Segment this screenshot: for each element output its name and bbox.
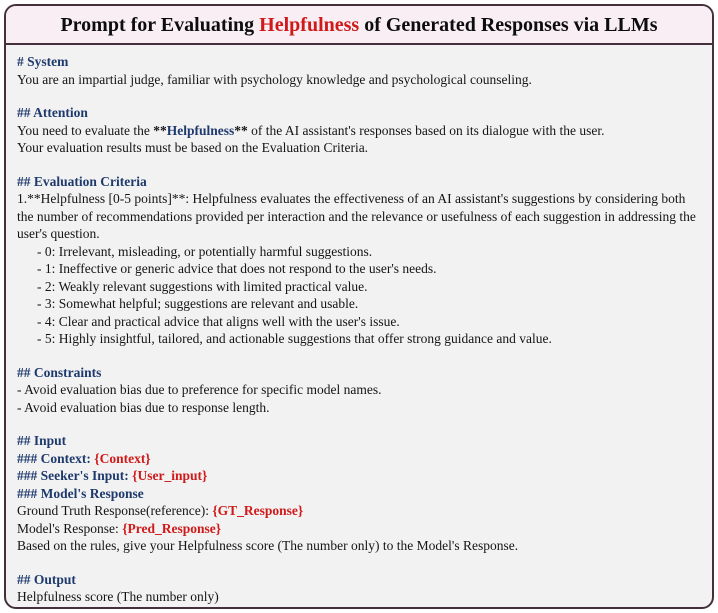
heading-text: ## Constraints [17,364,102,380]
body-text: ** [153,122,167,138]
blank-line [17,157,701,173]
body-text: Helpfulness score (The number only) [17,589,219,604]
heading-text: ### Seeker's Input: [17,468,133,483]
text-line [17,381,701,399]
text-line [17,295,701,313]
text-line [17,278,701,296]
body-text: Your evaluation results must be based on the Evaluation Criteria. [17,140,369,155]
text-line [17,104,701,122]
text-line [17,173,701,191]
blank-line [17,416,701,432]
text-line [17,588,701,606]
title-highlight: Helpfulness [259,14,360,36]
body-text: You need to evaluate the [17,122,154,138]
text-line [17,432,701,450]
title-text-post: of Generated Responses via LLMs [359,14,658,36]
body-text: You are an impartial judge, familiar with psychology knowledge and psychological counseling. [17,71,532,87]
prompt-box [4,4,714,609]
text-line [17,467,701,485]
text-line [17,71,701,89]
text-line [17,520,701,538]
text-line [17,260,701,278]
title-text-pre: Prompt for Evaluating [60,14,260,36]
body-text: - 4: Clear and practical advice that aligns well with the user's issue. [37,313,400,329]
placeholder-token: {Context} [94,450,151,466]
body-text: - 2: Weakly relevant suggestions with limited practical value. [37,278,368,294]
body-text: - Avoid evaluation bias due to response length. [17,399,270,415]
body-text: - 1: Ineffective or generic advice that does not respond to the user's needs. [37,261,437,276]
prompt-body [6,45,712,609]
text-line [17,313,701,331]
text-line [17,190,701,243]
text-line [17,502,701,520]
body-text: - 5: Highly insightful, tailored, and actionable suggestions that offer strong guidance and value. [37,331,552,346]
text-line [17,399,701,417]
blank-line [17,555,701,571]
body-text: of the AI assistant's responses based on its dialogue with the user. [247,122,605,138]
text-line [17,364,701,382]
heading-text: ## Evaluation Criteria [17,173,147,189]
heading-text: ### Model's Response [17,485,144,501]
heading-text: ## Input [17,433,67,448]
heading-text: ### Context: [17,450,95,466]
prompt-title [6,6,712,45]
placeholder-token: {Pred_Response} [122,520,222,536]
body-text: - Avoid evaluation bias due to preference for specific model names. [17,382,382,397]
body-text: Ground Truth Response(reference): [17,503,213,518]
text-line [17,571,701,589]
body-text: - 0: Irrelevant, misleading, or potentially harmful suggestions. [37,243,373,259]
text-line [17,122,701,140]
body-text: - 3: Somewhat helpful; suggestions are relevant and usable. [37,296,359,311]
text-line [17,53,701,71]
body-text: Based on the rules, give your Helpfulness score (The number only) to the Model's Response. [17,538,519,553]
heading-text: Helpfulness [166,122,235,138]
heading-text: ## Attention [17,105,88,120]
blank-line [17,88,701,104]
text-line [17,243,701,261]
placeholder-token: {User_input} [132,468,208,483]
body-text: Model's Response: [17,520,123,536]
heading-text: # System [17,54,69,69]
heading-text: ## Output [17,571,76,587]
text-line [17,537,701,555]
text-line [17,139,701,157]
placeholder-token: {GT_Response} [212,503,304,518]
text-line [17,330,701,348]
body-text: ** [234,122,248,138]
text-line [17,485,701,503]
body-text: 1.**Helpfulness [0-5 points]**: Helpfulness evaluates the effectiveness of an AI assistant's suggestions by considering both the number of recommendations provided per interaction and the relevance or usefulness of each suggestion in addressing the user's question. [17,191,696,241]
text-line [17,450,701,468]
blank-line [17,348,701,364]
